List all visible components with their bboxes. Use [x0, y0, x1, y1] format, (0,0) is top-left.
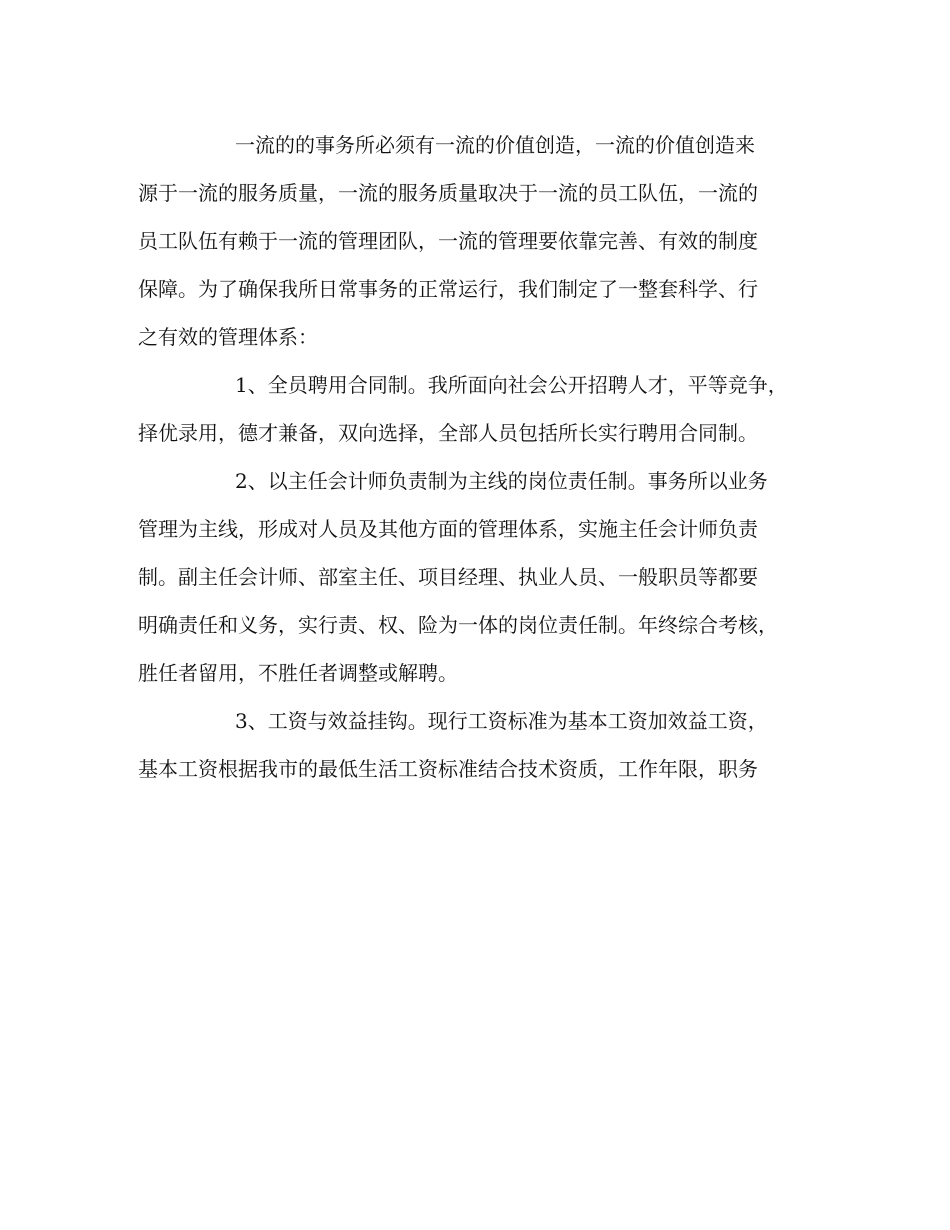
- text-line: 员工队伍有赖于一流的管理团队，一流的管理要依靠完善、有效的制度: [138, 229, 758, 253]
- text-line: 1、全员聘用合同制。我所面向社会公开招聘人才，平等竞争，: [235, 373, 788, 397]
- text-line: 一流的的事务所必须有一流的价值创造，一流的价值创造来: [235, 133, 755, 157]
- paragraph-item-2: [138, 457, 813, 697]
- text-line: 管理为主线，形成对人员及其他方面的管理体系，实施主任会计师负责: [138, 517, 758, 541]
- text-line: 明确责任和义务，实行责、权、险为一体的岗位责任制。年终综合考核，: [138, 613, 778, 637]
- paragraph-item-3: [138, 697, 813, 793]
- text-line: 制。副主任会计师、部室主任、项目经理、执业人员、一般职员等都要: [138, 565, 758, 589]
- text-line: 源于一流的服务质量，一流的服务质量取决于一流的员工队伍，一流的: [138, 181, 758, 205]
- text-line: 之有效的管理体系：: [138, 325, 318, 349]
- text-line: 保障。为了确保我所日常事务的正常运行，我们制定了一整套科学、行: [138, 277, 758, 301]
- paragraph-intro: [138, 121, 813, 361]
- text-line: 择优录用，德才兼备，双向选择，全部人员包括所长实行聘用合同制。: [138, 421, 758, 445]
- text-line: 3、工资与效益挂钩。现行工资标准为基本工资加效益工资，: [235, 709, 768, 733]
- document-body: [138, 121, 813, 793]
- paragraph-item-1: [138, 361, 813, 457]
- text-line: 胜任者留用，不胜任者调整或解聘。: [138, 661, 458, 685]
- text-line: 基本工资根据我市的最低生活工资标准结合技术资质，工作年限，职务: [138, 757, 758, 781]
- text-line: 2、以主任会计师负责制为主线的岗位责任制。事务所以业务: [235, 469, 768, 493]
